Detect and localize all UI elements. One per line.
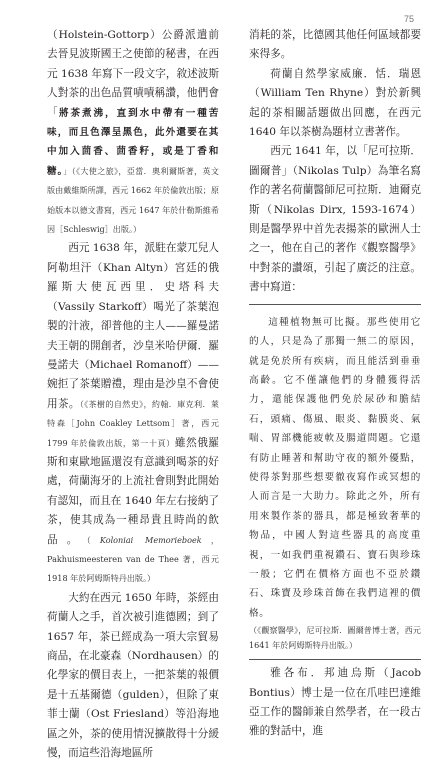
- block-quote: 這種植物無可比擬。那些使用它的人，只是為了那獨一無二的原因，就是免於所有疾病，而且能活到垂垂高齡。它不僅讓他們的身體獲得活力，還能保護他們免於尿砂和膽結石，頭痛、傷風、眼炎、黏膜炎、氣喘、胃部機能疲軟及腸道問題。它還有防止睡著和幫助守夜的額外優點，使得茶對那些想要徹夜寫作或冥想的人而言是一大助力。除此之外，所有用來製作茶的器具，都是極致奢華的物品，中國人對這些器具的高度重視，一如我們重視鑽石、寶石與珍珠一般；它們在價格方面也不亞於鑽石、珠寶及珍珠首飾在我們這裡的價格。: [249, 316, 421, 619]
- right-paragraph-3: 西元 1641 年，以「尼可拉斯．圖爾普」（Nikolas Tulp）為筆名寫作的著名荷蘭醫師尼可拉斯．迪爾克斯（Nikolas Dirx, 1593-1674）則是醫學界中首先表揚茶的歐洲人士之一，他在自己的著作《觀察醫學》中對茶的讚頌，引起了廣泛的注意。書中寫道：: [249, 145, 421, 294]
- left-citation-1: 」（《大使之旅》，亞當．奧利爾斯著，英文版由戴維斯所譯，西元 1662 年於倫敦出版；原始版本以德文書寫，西元 1647 年於什勒斯維希因［Schleswig］出版。）: [47, 165, 219, 235]
- left-paragraph-3: 大約在西元 1650 年時，茶經由荷蘭人之手，首次被引進德國；到了 1657 年，茶已經成為一項大宗貿易商品，在北豪森（Nordhausen）的化學家的價目表上，一把茶葉的報價是十五基爾德（gulden），但除了東菲士蘭（Ost Friesland）等沿海地區之外，茶的使用情況擴散得十分緩慢，而這些沿海地區所: [47, 591, 219, 760]
- page-number: 75: [403, 14, 414, 24]
- right-column: [249, 26, 421, 742]
- block-quote-citation: （《觀察醫學》，尼可拉斯．圖爾普博士著，西元 1641 年於阿姆斯特丹出版。）: [249, 625, 421, 651]
- left-column: [47, 26, 219, 763]
- left-paragraph-2: 西元 1638 年，派駐在蒙兀兒人阿勒坦汗（Khan Altyn）宮廷的俄羅斯大使瓦西里．史塔科夫（Vassily Starkoff）喝光了茶葉泡製的汁液，卻普他的主人——羅曼諾夫王朝的開創者，沙皇米哈伊爾．羅曼諾夫（Michael Romanoff）——婉拒了茶葉贈禮，理由是沙皇不會使用茶。（《茶樹的自然史》，約翰．庫克利．萊特森［John Coakley Lettsom］著，西元 1799 年於倫敦出版，第一十頁）雖然俄羅斯和東歐地區還沒有意識到喝茶的好處，荷蘭海牙的上流社會則對此開始有認知，而且在 1640 年左右接納了茶，使其成為一種昂貴且時尚的飲品。（Koloniai Memorieboek，Pakhuismeesteren van de Thee 著，西元 1918 年於阿姆斯特丹出版。）: [47, 242, 220, 584]
- left-citation-3: （Koloniai Memorieboek，Pakhuismeesteren van de Thee 著，西元 1918 年於阿姆斯特丹出版。）: [47, 534, 219, 584]
- left-citation-2: （《茶樹的自然史》，約翰．庫克利．萊特森［John Coakley Lettsom］著，西元 1799 年於倫敦出版，第一十頁）: [47, 398, 220, 448]
- left-inline-quote: 將茶煮沸，直到水中帶有一種苦味，而且色澤呈黑色，此外還要在其中加入茴香、茴香籽，或是丁香和糖。: [47, 107, 220, 177]
- left-paragraph-1: （Holstein-Gottorp）公爵派遣前去晉見波斯國王之使節的秘書，在西元 1638 年寫下一段文字，敘述波斯人對茶的出色品質嘖嘖稱讚，他們會「將茶煮沸，直到水中帶有一種苦味，而且色澤呈黑色，此外還要在其中加入茴香、茴香籽，或是丁香和糖。」（《大使之旅》，亞當．奧利爾斯著，英文版由戴維斯所譯，西元 1662 年於倫敦出版；原始版本以德文書寫，西元 1647 年於什勒斯維希因［Schleswig］出版。）: [47, 29, 220, 235]
- right-paragraph-4: 雅各布．邦迪烏斯（Jacob Bontius）博士是一位在爪哇巴達維亞工作的醫師兼自然學者，在一段古雅的對話中，進: [249, 667, 421, 738]
- right-paragraph-2: 荷蘭自然學家威廉．恬．瑞恩（William Ten Rhyne）對於新興起的茶相關話題做出回應，在西元 1640 年以茶樹為題材立書著作。: [249, 67, 421, 139]
- right-paragraph-1: 消耗的茶，比德國其他任何區域都要來得多。: [249, 29, 421, 61]
